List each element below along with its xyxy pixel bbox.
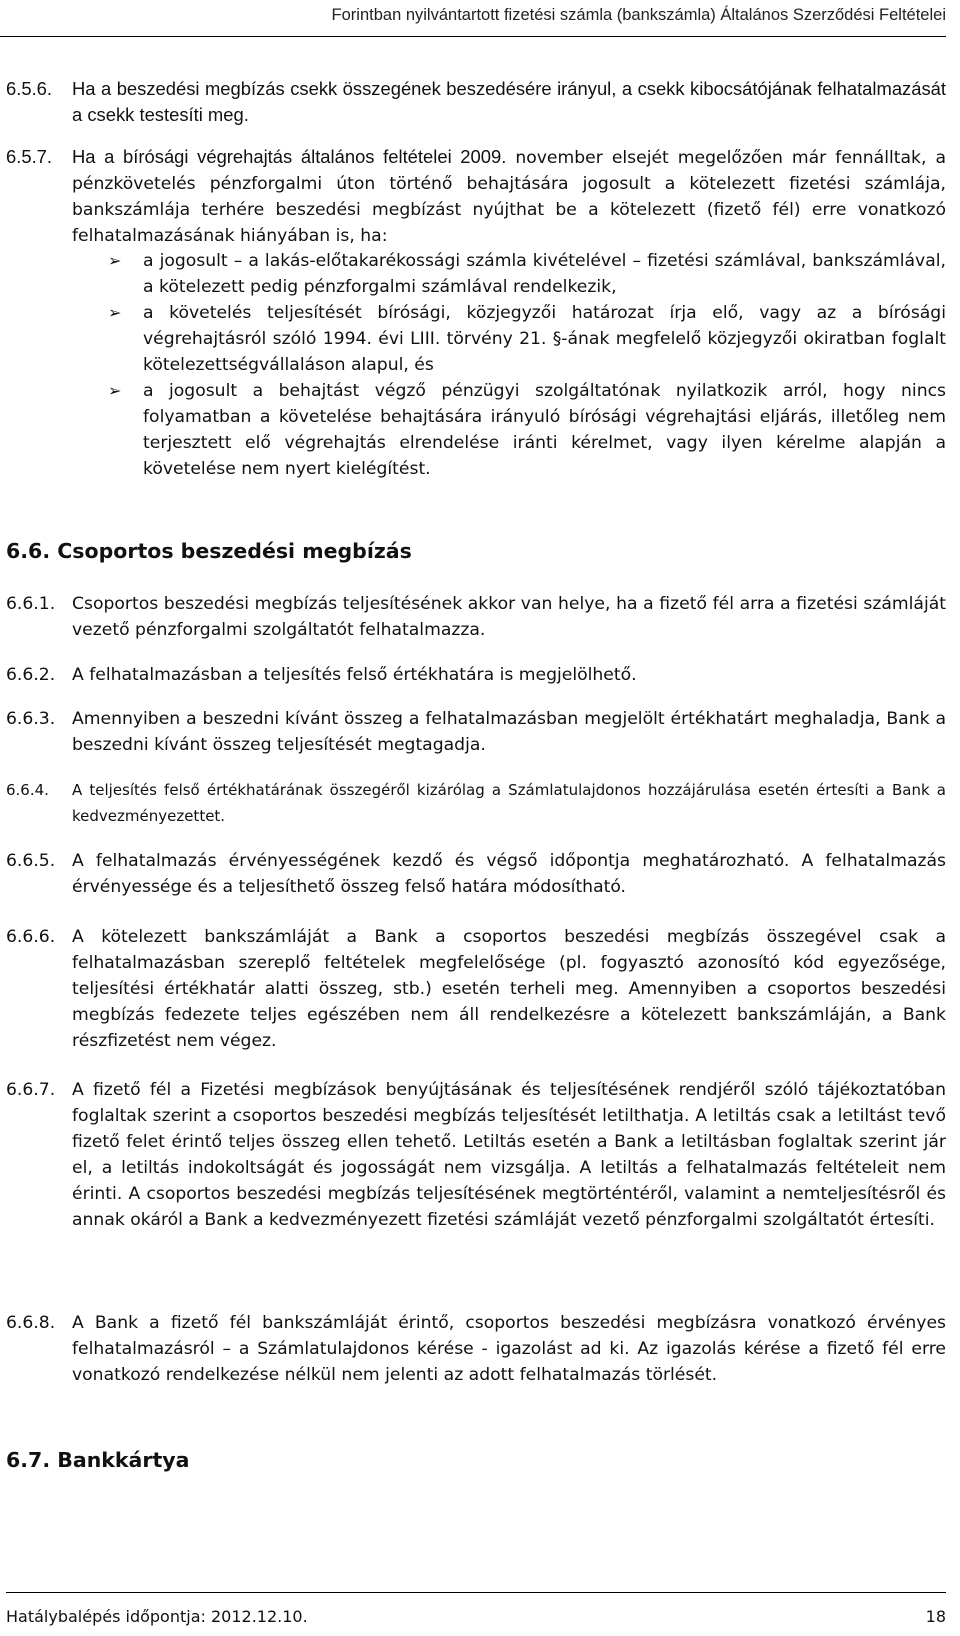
paragraph-6-5-6 bbox=[6, 76, 946, 128]
arrow-bullet-icon: ➢ bbox=[108, 303, 122, 322]
paragraph-text: A kötelezett bankszámláját a Bank a csoportos beszedési megbízás összegével csak a felhatalmazásban szereplő feltételek megfelelősége (pl. fogyasztó azonosító kód egyezősége, teljesítési értékhatár alatti összeg, stb.) esetén terheli meg. Amennyiben a csoportos beszedési megbízás fedezete teljes egészében nem áll rendelkezésre a kötelezett bankszámláján, a Bank részfizetést nem végez. bbox=[72, 927, 946, 1051]
list-item bbox=[6, 378, 946, 482]
paragraph-text: Amennyiben a beszedni kívánt összeg a felhatalmazásban megjelölt értékhatárt meghaladja, Bank a beszedni kívánt összeg teljesítését megtagadja. bbox=[72, 709, 946, 755]
document-title: Forintban nyilvántartott fizetési számla (bankszámla) Általános Szerződési Feltételei bbox=[331, 6, 946, 24]
paragraph-text: A Bank a fizető fél bankszámláját érintő, csoportos beszedési megbízásra vonatkozó érvényes felhatalmazásról – a Számlatulajdonos kérése - igazolást ad ki. Az igazolás kérése a fizető fél erre vonatkozó rendelkezése nélkül nem jelenti az adott felhatalmazás törlését. bbox=[72, 1313, 946, 1385]
paragraph-text: A fizető fél a Fizetési megbízások benyújtásának és teljesítésének rendjéről szóló tájékoztatóban foglaltak szerint a csoportos beszedési megbízás teljesítését letilthatja. A letiltás csak a letiltást tevő fizető felet érintő teljes összeg ellen tehető. Letiltás esetén a Bank a letiltásban foglaltak szerint jár el, a letiltás indokoltságát és jogosságát nem vizsgálja. A letiltás a felhatalmazás feltételeit nem érinti. A csoportos beszedési megbízás teljesítésének megtörténtéről, valamint a nemteljesítésről és annak okáról a Bank a kedvezményezett fizetési számláját vezető pénzforgalmi szolgáltatót értesíti. bbox=[72, 1080, 946, 1230]
paragraph-6-6-2 bbox=[6, 662, 946, 688]
page-footer bbox=[6, 1592, 946, 1633]
paragraph-text: A teljesítés felső értékhatárának összegéről kizárólag a Számlatulajdonos hozzájárulása esetén értesíti a Bank a kedvezményezettet. bbox=[72, 781, 946, 825]
paragraph-text: november elsejét megelőzően már fennálltak, a pénzkövetelés pénzforgalmi úton történő behajtására jogosult a kötelezett fizetési számlája, bankszámlája terhére beszedési megbízást nyújthat be a kötelezett (fizető fél) erre vonatkozó felhatalmazásának hiányában is, ha: bbox=[72, 148, 946, 246]
paragraph-number: 6.6.8. bbox=[6, 1313, 56, 1333]
paragraph-6-6-6 bbox=[6, 924, 946, 1054]
paragraph-number: 6.6.2. bbox=[6, 665, 56, 685]
paragraph-number: 6.5.6. bbox=[6, 78, 53, 99]
arrow-bullet-icon: ➢ bbox=[108, 381, 122, 400]
paragraph-text: Csoportos beszedési megbízás teljesítésének akkor van helye, ha a fizető fél arra a fizetési számláját vezető pénzforgalmi szolgáltatót felhatalmazza. bbox=[72, 594, 946, 640]
paragraph-number: 6.6.3. bbox=[6, 709, 56, 729]
list-item-text: a jogosult a behajtást végző pénzügyi szolgáltatónak nyilatkozik arról, hogy nincs folyamatban a követelése behajtására irányuló bírósági végrehajtási eljárás, illetőleg nem terjesztett elő végrehajtás elrendelése iránti kérelmet, vagy ilyen kérelme alapján a követelése nem nyert kielégítést. bbox=[143, 381, 946, 479]
list-item bbox=[6, 248, 946, 300]
paragraph-number: 6.6.6. bbox=[6, 927, 56, 947]
list-item-text: a jogosult – a lakás-előtakarékossági számla kivételével – fizetési számlával, bankszámlával, a kötelezett pedig pénzforgalmi számlával rendelkezik, bbox=[143, 251, 946, 297]
paragraph-number: 6.6.5. bbox=[6, 851, 56, 871]
paragraph-text: A felhatalmazás érvényességének kezdő és végső időpontja meghatározható. A felhatalmazás érvényessége és a teljesíthető összeg felső határa módosítható. bbox=[72, 851, 946, 897]
paragraph-6-6-3 bbox=[6, 706, 946, 758]
page-number: 18 bbox=[925, 1607, 946, 1626]
paragraph-6-5-7 bbox=[6, 144, 946, 249]
paragraph-number: 6.6.4. bbox=[6, 781, 49, 799]
paragraph-6-6-5 bbox=[6, 848, 946, 900]
list-item bbox=[6, 300, 946, 378]
effective-date: Hatálybalépés időpontja: 2012.12.10. bbox=[6, 1607, 308, 1626]
paragraph-6-6-8 bbox=[6, 1310, 946, 1388]
paragraph-6-6-7 bbox=[6, 1077, 946, 1233]
paragraph-number: 6.6.7. bbox=[6, 1080, 56, 1100]
paragraph-6-6-1 bbox=[6, 591, 946, 643]
paragraph-6-6-4 bbox=[6, 777, 946, 829]
conditions-list bbox=[6, 248, 946, 482]
paragraph-number: 6.5.7. bbox=[6, 146, 53, 167]
paragraph-number: 6.6.1. bbox=[6, 594, 56, 614]
arrow-bullet-icon: ➢ bbox=[108, 251, 122, 270]
paragraph-text-lead: Ha a bírósági végrehajtás általános feltételei 2009. bbox=[72, 146, 507, 167]
paragraph-text: A felhatalmazásban a teljesítés felső értékhatára is megjelölhető. bbox=[72, 665, 637, 685]
section-heading-6-6: 6.6. Csoportos beszedési megbízás bbox=[6, 539, 412, 563]
page-header bbox=[0, 6, 946, 37]
section-heading-6-7: 6.7. Bankkártya bbox=[6, 1448, 190, 1472]
paragraph-text: Ha a beszedési megbízás csekk összegének beszedésére irányul, a csekk kibocsátójának felhatalmazását a csekk testesíti meg. bbox=[72, 78, 946, 125]
list-item-text: a követelés teljesítését bírósági, közjegyzői határozat írja elő, vagy az a bírósági végrehajtásról szóló 1994. évi LIII. törvény 21. §-ának megfelelő közjegyzői okiratban foglalt kötelezettségvállaláson alapul, és bbox=[143, 303, 946, 375]
